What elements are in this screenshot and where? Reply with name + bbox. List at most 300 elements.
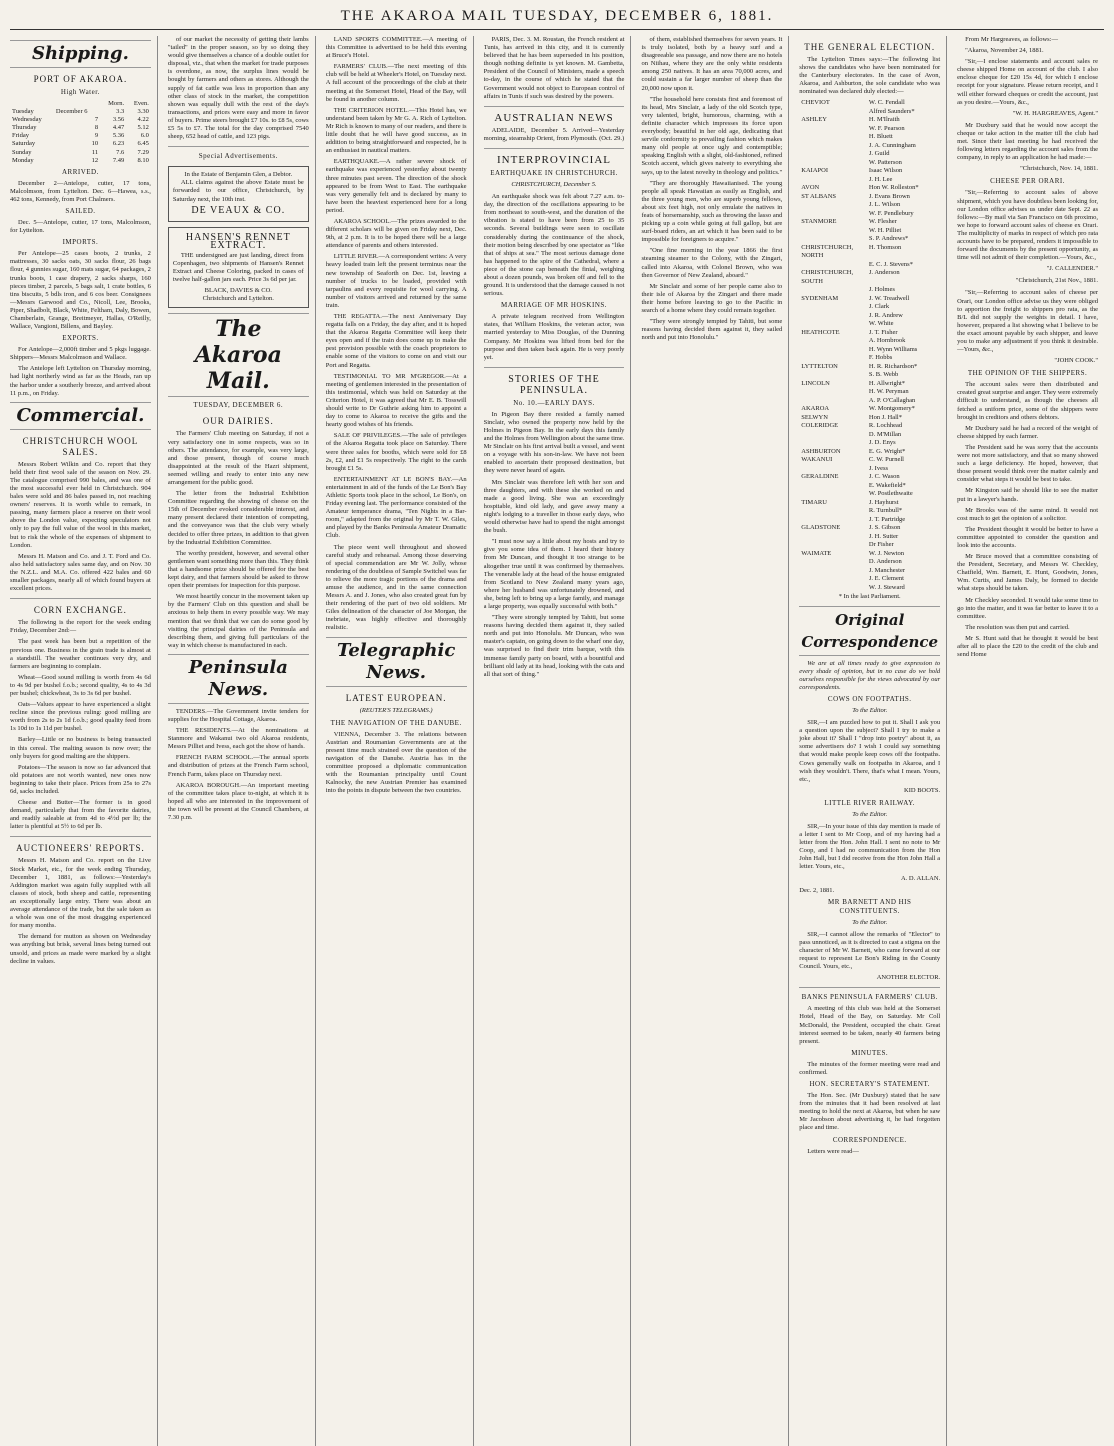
electorate-district: CHEVIOT [801, 99, 830, 107]
electorate-district [799, 159, 867, 168]
candidate-name: J. E. Clement [868, 575, 904, 583]
letter-line: "Sir,—Referring to account sales of cheese per Orari, our London office advise us they were obliged to apportion the freight to shippers pro rata, as the B/L did not supply the weights in detail. I have, however, prepared a list showing what I believe to be the exact amount payable by each shipper, and leave you to make any adjustment if you think it desirable.—Yours, &c., [957, 289, 1099, 354]
wool-paragraph: Messrs H. Matson and Co. and J. T. Ford and Co. also held satisfactory sales same day, and on Nov. 30 the N.Z.L. and M.A. Co. offered 422 bales and 60 smaller packages, nearly all of which found buyers at excellent prices. [10, 552, 151, 593]
electorate-district [799, 541, 867, 550]
electorate-row [799, 244, 940, 261]
candidate-name: W. Flesher [868, 218, 897, 226]
election-intro: The Lyttelton Times says:—The following list shows the candidates who have been nominated for the Canterbury electorates. In the case of Avon, Akaroa, and Ashburton, the sole candidate who was nominated was declared duly elected:— [799, 56, 941, 96]
electorate-row [799, 405, 940, 414]
candidate-name: J. H. Sutter [868, 532, 899, 540]
latest-european-heading: LATEST EUROPEAN. [345, 692, 447, 703]
electorate-row [799, 558, 940, 567]
electorate-district [799, 516, 867, 525]
adelaide-text: ADELAIDE, December 5. Arrived—Yesterday morning, steamship Orient, from Plymouth. (Oct. 29.) [483, 126, 625, 142]
tide-row [10, 116, 151, 124]
stories-paragraph: "I must now say a little about my hosts and try to give you some idea of them. I heard their history from Mr Duncan, and thought it too strange to be altogether true until it was confirmed by themselves. The venerable lady at the head of the house emigrated from Scotland to New Zealand many years ago, where her husband was unfortunately drowned, and she, being left to bring up a large family, and manage a large property, was equally successful with both." [483, 538, 625, 610]
electorate-district [799, 201, 867, 210]
electorate-district [799, 482, 867, 491]
column-2 [168, 36, 316, 1446]
candidate-name: S. B. Webb [868, 371, 899, 379]
stories-paragraph: "One fine morning in the year 1866 the first steaming steamer to the Colony, with the Zingari, called into Akaroa, with Colonel Brown, who was then Governor of New Zealand, aboard." [641, 247, 783, 279]
sailed-heading: SAILED. [65, 207, 96, 216]
corn-paragraph: The past week has been but a repetition of the previous one. Business in the grain trade is almost at a standstill. The weather continues very dry, and farmers are beginning to complain. [10, 638, 151, 670]
electorate-row [799, 150, 940, 159]
electorate-district: GERALDINE [801, 473, 839, 481]
tide-even: 6.45 [137, 140, 149, 148]
candidate-name: J. T. Partridge [868, 515, 906, 523]
estate-advertisement [168, 166, 309, 221]
letter-date: "Christchurch, Nov. 14, 1881. [1020, 165, 1099, 173]
electorate-district [799, 320, 867, 329]
tide-date: 8 [94, 124, 99, 132]
local-item: ENTERTAINMENT AT LE BON'S BAY.—An entertainment in aid of the funds of the Le Bon's Bay Athletic Sports took place in the school, Le Bon's, on Friday evening last. The performance consisted of the Amateur temperance drama, "Ten Nights in a Bar-room," adapted from the original by Mr T. W. Giles, and played by the Banks Peninsula Amateur Dramatic Club. [325, 475, 467, 540]
opinion-paragraph: Mr Bruce moved that a committee consisting of the President, Secretary, and Messrs W. Checkley, Chatfield, Wm. Barnett, E. Hunt, Goodwin, Jones, Wm. Curtis, and James Daly, be formed to decide what steps should be taken. [957, 553, 1099, 593]
cows-to-editor: To the Editor. [852, 706, 888, 714]
tide-day: Wednesday [12, 116, 42, 124]
electorate-district [799, 465, 867, 474]
auction-paragraph: The demand for mutton as shown on Wednesday was anything but brisk, several lines being turned out unsold, and prices as made were marked by a slight decline in values. [10, 933, 151, 965]
electorate-district: CHRISTCHURCH, NORTH [801, 243, 854, 260]
candidate-name: W. Montgomery* [868, 405, 915, 413]
electorate-row [799, 312, 940, 321]
candidate-name: J. H. Lee [868, 175, 893, 183]
electorate-row [799, 142, 940, 151]
electorate-district [799, 575, 867, 584]
divider [10, 598, 151, 599]
corn-paragraph: Cheese and Butter—The former is in good demand, particularly that from the favorite dairies, and readily saleable at from 4d to 4½d per lb; the latter is plentiful at 5½ to 6d per lb. [10, 799, 151, 831]
commercial-heading: Commercial. [10, 402, 151, 430]
earthquake-heading: EARTHQUAKE IN CHRISTCHURCH. [490, 168, 618, 177]
peninsula-item: THE RESIDENTS.—At the nominations at Stanmore and Wakanui two old Akaroa residents, Messrs Pilliet and Ivess, each got the show of hands. [167, 727, 309, 751]
cows-signature: KID BOOTS. [904, 786, 941, 794]
electorate-row [799, 584, 940, 593]
barnett-heading: MR BARNETT AND HIS CONSTITUENTS. [828, 897, 912, 915]
exports-heading: EXPORTS. [62, 334, 99, 343]
electorate-row [799, 388, 940, 397]
electorate-row [799, 473, 940, 482]
tide-even: 6.0 [140, 132, 149, 140]
candidate-name: A. Hornbrook [868, 337, 906, 345]
electorate-district: CHRISTCHURCH, SOUTH [801, 269, 854, 285]
secretary-text: The Hon. Sec. (Mr Duxbury) stated that he saw from the minutes that it had been resolved at last meeting to hold the next at Akaroa, but when he saw Mr Jacobson about advertising it, he had forgotten place and time. [799, 1092, 941, 1132]
tide-date: 9 [94, 132, 99, 140]
candidate-name: D. M'Millan [868, 430, 902, 438]
electorate-district: STANMORE [801, 218, 837, 226]
farmers-club-text: A meeting of this club was held at the Somerset Hotel, Head of the Bay, on Saturday. Mr Coll McDonald, the President, occupied the chair. Great interest seemed to be taken, nearly 40 farmers being present. [799, 1005, 941, 1045]
danube-text: VIENNA, December 3. The relations between Austrian and Roumanian Governments are at the present time much strained over the question of the navigation of the Danube. Austria has in the committee proposed a diplomatic communication with the Roumanian principality until Count Kalnocky, the new Austrian Premier has examined into the points in dispute between the two countries. [325, 730, 467, 795]
candidate-name: W. White [868, 320, 894, 328]
electorate-district: SYDENHAM [801, 294, 839, 302]
exports-text: For Antelope—2,000ft timber and 5 pkgs luggage. Shippers—Messrs Malcolmson and Wallace. [10, 346, 151, 362]
electorate-district [799, 431, 867, 440]
divider [168, 146, 309, 147]
electorate-row [799, 465, 940, 474]
telegraphic-news-heading: Telegraphic News. [326, 637, 467, 687]
candidate-name: W. H. Pilliet [868, 226, 902, 234]
corn-paragraph: Barley—Little or no business is being transacted in this cereal. The malting season is now over; the only buyers for good malting are the shippers. [10, 736, 151, 760]
rennet-ad-place: Christchurch and Lyttelton. [202, 295, 274, 303]
electorate-row [799, 354, 940, 363]
candidate-name: J. A. Cunningham [868, 141, 916, 149]
opinion-paragraph: Mr S. Hunt said that he thought it would be best after all to place the £20 to the credit of the club and send Home [957, 634, 1099, 659]
local-item: AKAROA SCHOOL.—The prizes awarded to the different scholars will be given on Friday next, Dec. 9th, at 2 p.m. It is to be hoped there will be a large attendance of parents and others interested. [325, 217, 467, 250]
tide-row [10, 132, 151, 140]
electorate-district: LYTTELTON [801, 362, 838, 370]
stories-paragraph: "They were strongly tempted by Tahiti, but some reasons having decided them against it, they sailed north and put into Honolulu. Mr Duncan, who was master's captain, on going down to the wharf one day, was surprised to find their trim barque, with this immense family party on board, with a bountiful and brilliant old lady at its head, looking with the cats and all that sort of thing." [483, 614, 625, 678]
peninsula-item: FRENCH FARM SCHOOL.—The annual sports and distribution of prizes at the French Farm school, French Farm, takes place on Thursday next. [167, 754, 309, 778]
imports-heading: IMPORTS. [62, 238, 99, 247]
electorate-district: LINCOLN [801, 379, 830, 387]
electorate-row [799, 550, 940, 559]
candidate-name: J. W. Treadwell [868, 294, 910, 302]
stories-paragraph: of them, established themselves for seven years. It is truly isolated, both by a heavy surf and a disagreeable sea passage, and now there are no hotels on Niihau, where they are the only white residents among 250 natives. It has an area 70,000 acres, and could sustain a far larger number of sheep than the 20,000 now upon it. [641, 36, 783, 92]
electorate-row [799, 167, 940, 176]
stories-paragraph: Mrs Sinclair was therefore left with her son and three daughters, and with these she worked on and made a good living. She was an exceedingly hospitable, kind old lady, and gave away many a night's lodging to a traveller in those early days, who would otherwise have had to spend the night amongst the bush. [483, 478, 625, 535]
local-item: EARTHQUAKE.—A rather severe shock of earthquake was experienced yesterday about twenty three minutes past seven. The direction of the shock appeared to be from West to East. The earthquake was very generally felt and is declared by many to have been the heaviest experienced here for a long period. [325, 158, 467, 214]
masthead: THE AKAROA MAIL TUESDAY, DECEMBER 6, 1881. [10, 8, 1104, 30]
tide-row [10, 140, 151, 148]
opinion-paragraph: Mr Duxbury said he had a record of the weight of cheese shipped by each farmer. [957, 424, 1099, 440]
candidate-name: E. C. J. Stevens* [868, 260, 913, 268]
electorate-row [799, 499, 940, 508]
arrived-heading: ARRIVED. [61, 167, 99, 176]
cows-letter: SIR,—I am puzzled how to put it. Shall I ask you a question upon the subject? Shall I try to make a joke about it? Shall I "drop into poetry" about it, as some advertisers do? I wish I could say something that would make people keep cows off the footpaths. Cows generally walk on footpaths in Akaroa, and I wish they wouldn't. There, that's what I mean. Yours, etc., [799, 719, 941, 783]
tide-date: 7 [94, 116, 99, 124]
general-election-heading: THE GENERAL ELECTION. [804, 42, 936, 52]
electorate-row [799, 482, 940, 491]
local-item: SALE OF PRIVILEGES.—The sale of privileges of the Akaroa Regatta took place on Saturday. There were three sales for booths, which were sold for £8 2s, £2, and £1 5s respectively. The right to the cards brought £1 5s. [325, 432, 467, 472]
electorate-row [799, 414, 940, 423]
tide-day: Friday [12, 132, 29, 140]
tide-even: 5.12 [137, 124, 149, 132]
electorate-district [799, 176, 867, 185]
electorate-district [799, 261, 867, 270]
hargreaves-intro: From Mr Hargreaves, as follows:— [965, 36, 1059, 43]
local-item: The piece went well throughout and showed careful study and rehearsal. Among those deserving of special commendation are Mr W. Jolly, whose rendering of the doubtless of Sample Switchel was far to relieve the more tragic portions of the drama and amuse the audience, and in the same connection Messrs A. and J. Jones, who also created great fun by their rendering of the part of two old soldiers. Mr Giles delineation of the character of Joe Morgan, the inebriate, was highly effective and thoroughly realistic. [325, 543, 467, 632]
tide-even: 3.30 [137, 108, 149, 116]
corn-paragraph: Oats—Values appear to have experienced a slight recline since the previous ruling: good milling are worth from 2s to 2s 1d f.o.b.; good quality feed from 1s 10d to 1s 11d per bushel. [10, 701, 151, 733]
tide-even: 8.10 [137, 156, 149, 164]
candidate-name: J. Holmes [868, 286, 895, 294]
column-6 [799, 36, 947, 1446]
electorate-row [799, 524, 940, 533]
reuter-credit: (REUTER'S TELEGRAMS.) [359, 706, 433, 714]
danube-heading: THE NAVIGATION OF THE DANUBE. [330, 718, 462, 727]
opinion-paragraph: Mr Kingston said he should like to see the matter put in a lawyer's hands. [957, 487, 1099, 503]
candidate-name: H. Wynn Williams [868, 345, 918, 353]
electorate-district [799, 346, 867, 355]
tide-even: 7.29 [137, 148, 149, 156]
opinion-paragraph: The account sales were then distributed and created great surprise and anger. They were extremely difficult to understand, as though the cheeses all fetched a uniform price, some of the shippers were brought in creditors and others debtors. [957, 381, 1099, 421]
paris-text: PARIS, Dec. 3. M. Roustan, the French resident at Tunis, has arrived in this city, and it is currently believed that he has been superseded in his position, though nothing definite is yet known. M. Gambetta, President of the Council of Ministers, made a speech to-day, in the course of which he stated that the Government would not object to European control of affairs in Tunis if such was desired by the powers. [483, 36, 625, 100]
electorate-district [799, 303, 867, 312]
electorate-district: TIMARU [801, 498, 827, 506]
candidate-name: J. Clark [868, 303, 890, 311]
dairies-heading: OUR DAIRIES. [202, 416, 274, 427]
electorate-district: WAKANUI [801, 456, 833, 464]
electorate-district [799, 507, 867, 516]
dairies-paragraph: The worthy president, however, and several other gentlemen want something more than this. They think that a handsome prize should be offered for the best kept dairy, and that farmers should be asked to throw open their premises for inspection for this purpose. [167, 549, 309, 590]
electorate-district [799, 227, 867, 236]
tide-row [10, 149, 151, 157]
tide-day: Saturday [12, 140, 36, 148]
candidate-name: J. T. Fisher [868, 328, 898, 336]
column-3 [326, 36, 474, 1446]
electorate-district [799, 142, 867, 151]
electorate-row [799, 159, 940, 168]
marriage-heading: MARRIAGE OF MR HOSKINS. [501, 301, 608, 310]
election-footnote: * In the last Parliament. [838, 593, 901, 601]
electorate-row [799, 125, 940, 134]
divider [484, 148, 625, 149]
electorate-row [799, 176, 940, 185]
estate-ad-body: ALL claims against the above Estate must be forwarded to our office, Christchurch, by Saturday next, the 10th inst. [172, 179, 304, 203]
tide-date: 12 [91, 156, 99, 164]
barnett-to-editor: To the Editor. [852, 918, 888, 926]
electorate-row [799, 269, 940, 286]
duxbury-paragraph: Mr Duxbury said that he would now accept the cheque or take action in the matter till the club had met. Since their last meeting he had received the following letters regarding the account sales from the company, in reply to an application he had made:— [957, 121, 1099, 162]
tide-morn: 3.3 [116, 108, 125, 116]
candidate-name: R. Lochhead [868, 422, 903, 430]
electorate-row [799, 116, 940, 125]
candidate-name: W. F. Pearson [868, 124, 905, 132]
farmers-club-heading: BANKS PENINSULA FARMERS' CLUB. [801, 993, 938, 1002]
earthquake-dateline: CHRISTCHURCH, December 5. [511, 180, 597, 188]
candidate-name: J. R. Andrew [868, 311, 903, 319]
minutes-text: The minutes of the former meeting were read and confirmed. [799, 1060, 941, 1076]
shipping-note: The Antelope left Lyttelton on Thursday morning, had light northerly wind as far as the Heads, ran up the harbor under a southerly breeze, and arrived about 11 p.m., on Friday. [10, 365, 151, 397]
candidate-name: E. Wakefield* [868, 481, 906, 489]
corn-paragraph: Potatoes—The season is now so far advanced that old potatoes are not worth wanted, new ones now beginning to take their place. Prices from 25s to 27s 6d, sacks included. [10, 763, 151, 795]
electorate-district [799, 397, 867, 406]
railway-date: Dec. 2, 1881. [799, 886, 835, 894]
correspondence-disclaimer: We are at all times ready to give expression to every shade of opinion, but in no case do we hold ourselves responsible for the views advocated by our correspondents. [799, 659, 941, 691]
opinion-paragraph: The resolution was then put and carried. [965, 623, 1070, 631]
local-item: THE REGATTA.—The next Anniversary Day regatta falls on a Friday, the day after, and it is hoped that the Akaroa Regatta Committee will keep their eyes open and if the train does come up to make the pest provision possible with the coach proprietors to enable some of the visitors to come on and visit our Port and Regatta. [325, 313, 467, 369]
tide-morn: 4.47 [112, 124, 125, 132]
candidate-name: W. J. Newton [868, 549, 905, 557]
electorate-district [799, 108, 867, 117]
electorate-district [799, 210, 867, 219]
electorate-district [799, 150, 867, 159]
columns [10, 36, 1104, 1446]
cheese-orari-heading: CHEESE PER ORARI. [990, 177, 1065, 186]
tide-morn: 7.49 [112, 156, 125, 164]
electorate-row [799, 575, 940, 584]
electorate-district: ST ALBANS [801, 192, 837, 200]
tide-even: 4.22 [137, 116, 149, 124]
electorate-district [799, 533, 867, 542]
electorate-row [799, 346, 940, 355]
electorate-row [799, 567, 940, 576]
letter-line: "Akaroa, November 24, 1881. [965, 47, 1044, 55]
tide-table [10, 100, 151, 165]
candidate-name: J. Hayhurst [868, 498, 899, 506]
opinion-paragraph: The President said he was sorry that the accounts were not more satisfactory, and that so many showed such a large deficiency. He hoped, however, that those present would think over the matter calmly and consider what steps it would be best to take. [957, 443, 1099, 484]
electorate-row [799, 235, 940, 244]
auctioneers-heading: AUCTIONEERS' REPORTS. [16, 843, 145, 854]
column-7 [957, 36, 1104, 1446]
electorate-row [799, 422, 940, 431]
stories-paragraph: "They are thoroughly Hawaiianised. The young people all speak Hawaiian as easily as English, and the three young men, who are superb young fellows, about six feet high, not only emulate the natives in feats of horsemanship, such as throwing the lasso and picking up a coin while going at full gallop, but are surf-board riders, an art which it has been said to be impossible for foreigners to acquire." [641, 179, 783, 244]
electorate-row [799, 397, 940, 406]
tide-day: Monday [12, 156, 34, 164]
electorate-row [799, 380, 940, 389]
candidate-name: Hon W. Rolleston* [868, 184, 919, 192]
tide-morn: 3.56 [112, 116, 125, 124]
tide-header-even: Even. [133, 100, 149, 107]
letter-signature: "J. CALLENDER." [1046, 265, 1099, 273]
special-ads-heading: Special Advertisements. [198, 152, 278, 161]
electorate-row [799, 218, 940, 227]
candidate-name: J. C. Wason [868, 473, 900, 481]
electorate-row [799, 201, 940, 210]
candidate-name: H. M'Ilraith [868, 116, 900, 124]
arrived-text: December 2—Antelope, cutter, 17 tons, Malcolmson, from Lyttelton. Dec. 6—Hawea, s.s., 462 tons, Kennedy, from Port Chalmers. [10, 179, 151, 203]
tide-header-morn: Morn. [108, 100, 125, 107]
electorate-row [799, 448, 940, 457]
tide-morn: 6.23 [112, 140, 125, 148]
electorate-row [799, 507, 940, 516]
peninsula-item: TENDERS.—The Government invite tenders for supplies for the Hospital Cottage, Akaroa. [167, 707, 309, 723]
candidate-name: W. J. Steward [868, 583, 905, 591]
earthquake-text: An earthquake shock was felt about 7.27 a.m. to-day, the direction of the oscillations appearing to be from northeast to south-west, and the duration of the vibration is stated to have been from 25 to 35 seconds. Several buildings were seen to oscillate considerably during the continuance of the shock, their motion being described by one spectator as "like that of ships at sea." The most serious damage done has happened to the spire of the Cathedral, where a piece of the stone cap beneath the finial, weighing about a dozen pounds, was broken off and fell to the ground. It is understood that the damage caused is not serious. [483, 193, 625, 298]
correspondence-text: Letters were read— [807, 1147, 859, 1155]
railway-letter: SIR,—In your issue of this day mention is made of a letter I sent to Mr Coop, and of my having had a letter from the Hon. John Hall. I sent no note to Mr Coop, and I had no communication from the Hon John Hall, but I did receive from the Hon John Hall a letter. Yours, etc., [799, 822, 941, 871]
candidate-name: J. S. Gibson [868, 524, 901, 532]
stories-heading: STORIES OF THE PENINSULA. [508, 373, 600, 396]
candidate-name: H. Bluett [868, 133, 893, 141]
column-4 [484, 36, 632, 1446]
candidate-name: E. G. Wright* [868, 447, 906, 455]
electorate-district [799, 133, 867, 142]
electorate-row [799, 108, 940, 117]
candidate-name: J. Evans Brown [868, 192, 910, 200]
railway-heading: LITTLE RIVER RAILWAY. [824, 798, 916, 807]
tide-morn: 5.36 [112, 132, 125, 140]
barnett-signature: ANOTHER ELECTOR. [876, 974, 941, 982]
candidate-name: J. Manchester [868, 566, 906, 574]
stories-paragraph: "They were strongly tempted by Tahiti, but some reasons having decided them against it, they sailed north and put into Honolulu." [641, 318, 783, 342]
electorate-row [799, 133, 940, 142]
opinion-paragraph: Mr Brooks was of the same mind. It would not cost much to get the opinion of a solicitor. [957, 506, 1099, 522]
letter-date: "Christchurch, 21st Nov., 1881. [1015, 277, 1099, 285]
candidate-name: W. C. Fendall [868, 99, 905, 107]
letter-line: "Sir,—Referring to account sales of above shipment, which you have doubtless been looking for, our London office advises us under date Sept. 22 as follows:—By mail via San Francisco on 6th proximo, we hope to forward account sales of cheese ex Orari. The multiplicity of marks in respect of which pro rata accounts have to be prepared, renders it impossible to forward the documents by the present opportunity, as time will not admit of their completion.—Yours, &c., [957, 189, 1099, 262]
stories-paragraph: "The household here consists first and foremost of its head, Mrs Sinclair, a lady of the old Scotch type, very talented, bright, humorous, charming, with a definite character which impresses its force upon everybody; beautiful in her old age, dedicating that servile conformity to prevailing fashion which makes many old people at once ugly and contemptible; speaking English with a slight, old-fashioned, refined Scotch accent, which gives naivety to everything she says, up to the latest novelty in theology and politics." [641, 95, 783, 176]
electorate-row [799, 431, 940, 440]
correspondence-heading: CORRESPONDENCE. [832, 1135, 907, 1144]
stories-paragraph: In Pigeon Bay there resided a family named Sinclair, who owned the property now held by the Holmes in Pigeon Bay. In the early days this family and the Holmes from Wellington about the same time. Mr Sinclair on his first arrival built a vessel, and went on a voyage with his son-in-law. We have not been enabled to ascertain their proposed destination, but they were never heard of again. [483, 410, 625, 475]
electorate-district: KAIAPOI [801, 167, 829, 175]
electorate-district: ASHBURTON [801, 447, 841, 455]
barnett-letter: SIR,—I cannot allow the remarks of "Elector" to pass unnoticed, as it is directed to cast a stigma on the character of Mr W. Barnett, who came forward at our request to represent Le Bon's Riding in the County Council. Yours, etc., [799, 930, 941, 971]
opinion-paragraph: Mr Checkley seconded. It would take some time to go into the matter, and it was far better to leave it to a committee. [957, 596, 1099, 620]
divider [484, 367, 625, 368]
electorate-district: AKAROA [801, 405, 830, 413]
electorate-district: ASHLEY [801, 116, 827, 124]
electorate-row [799, 320, 940, 329]
candidate-name: F. Hobbs [868, 354, 893, 362]
candidate-name: J. Guild [868, 150, 890, 158]
electorate-row [799, 261, 940, 270]
electorate-row [799, 227, 940, 236]
tide-row [10, 124, 151, 132]
letter-signature: "W. H. HARGREAVES, Agent." [1012, 109, 1099, 117]
imports-text: Per Antelope—25 cases boots, 2 trunks, 2 mattresses, 30 sacks oats, 30 sacks flour, 26 bags flour, 4 gunnies sugar, 160 mats sugar, 64 packages, 2 trunks boots, 1 case drapery, 2 sacks sharps, 160 pieces timber, 2 parcels, 5 bags salt, 1 crate bottles, 6 tins biscuits, 5 bdls iron, and 6 cos beer. Consignees—Messrs Garwood and Co., Nicoll, Lee, Brooks, Piper, Shadbolt, Black, White, Feltham, Daly, Bowen, Chamberlain, Grange, Breitmeyer, Hallas, O'Reilly, Wallace, Vangioni, Billens, and Bayley. [10, 250, 151, 331]
electorate-district [799, 371, 867, 380]
electorate-district: HEATHCOTE [801, 328, 840, 336]
candidate-name: J. Anderson [868, 269, 900, 277]
electorate-row [799, 337, 940, 346]
electorate-row [799, 363, 940, 372]
candidate-name: C. W. Purnell [868, 456, 904, 464]
local-item: LAND SPORTS COMMITTEE.—A meeting of this Committee is advertised to be held this evening at Bruce's Hotel. [325, 36, 467, 60]
electorate-district [799, 388, 867, 397]
peninsula-item: AKAROA BOROUGH.—An important meeting of the committee takes place to-night, at which it is hoped all who are interested in the improvement of the town will be present at the Council Chambers, at 7.30 p.m. [167, 781, 309, 821]
rennet-ad-title: HANSEN'S RENNET EXTRACT. [185, 231, 291, 251]
tide-row [10, 108, 151, 116]
electorate-row [799, 303, 940, 312]
candidate-name: J. L. Wilson [868, 201, 901, 209]
electorate-district: WAIMATE [801, 549, 832, 557]
interprovincial-heading: INTERPROVINCIAL [497, 153, 611, 166]
rennet-ad-body: THE undersigned are just landing, direct from Copenhagen, two shipments of Hansen's Rennet Extract and Cheese Coloring, packed in cases of twelve half-gallon jars each. Price 3s 6d per jar. [172, 251, 304, 284]
electorate-row [799, 516, 940, 525]
corn-paragraph: Wheat—Good sound milling is worth from 4s 6d to 4s 9d per bushel f.o.b.; second quality, 4s to 4s 3d per bushel; chickwheat, 3s to 3s 6d per bushel. [10, 673, 151, 697]
estate-ad-signer: DE VEAUX & CO. [191, 204, 286, 216]
electorate-table [799, 99, 940, 592]
electorate-row [799, 99, 940, 108]
electorate-row [799, 184, 940, 193]
marriage-text: A private telegram received from Wellington states, that William Hoskins, the veteran actor, was married yesterday to Miss Douglas, of the Dunning Company. Mr Hoskins was lifted from bed for the purpose and then taken back again. He is very poorly yet. [483, 313, 625, 361]
column-5 [641, 36, 789, 1446]
shipping-heading: Shipping. [10, 40, 151, 68]
candidate-name: J. D. Enys [868, 439, 896, 447]
tide-morn: 7.6 [116, 148, 125, 156]
cows-heading: COWS ON FOOTPATHS. [827, 694, 912, 703]
tide-day: Tuesday [12, 108, 34, 116]
electorate-district: COLERIDGE [801, 422, 839, 430]
corn-exchange-heading: CORN EXCHANGE. [33, 605, 127, 616]
candidate-name: W. Patterson [868, 158, 902, 166]
electorate-district [799, 558, 867, 567]
stories-paragraph: Mr Sinclair and some of her people came also to their isle of Akaroa by the Zingari and there made their home before leaving to go to the Pacific in search of a home where they could remain together. [641, 282, 783, 314]
candidate-name: W. F. Pendlebury [868, 209, 914, 217]
candidate-name: H. Allwright* [868, 379, 906, 387]
electorate-district [799, 490, 867, 499]
electorate-row [799, 210, 940, 219]
railway-to-editor: To the Editor. [852, 810, 888, 818]
divider [10, 836, 151, 837]
electorate-district [799, 354, 867, 363]
candidate-name: H. R. Richardson* [868, 362, 918, 370]
rennet-advertisement [168, 227, 309, 309]
original-correspondence-heading: Original Correspondence [799, 606, 940, 656]
candidate-name: W. Postlethwaite [868, 490, 913, 498]
candidate-name: J. Ivess [868, 464, 889, 472]
electorate-row [799, 371, 940, 380]
tide-day: Sunday [12, 148, 32, 156]
tide-date: 11 [91, 148, 99, 156]
electorate-row [799, 533, 940, 542]
peninsula-news-heading: Peninsula News. [168, 654, 309, 704]
dairies-paragraph: The Farmers' Club meeting on Saturday, if not a very satisfactory one in some respects, was so in others. The attendance, for example, was very large, and those present, though of course much disappointed at the result of the Hazri shipment, seemed willing and ready to enter into any new arrangement for the public good. [167, 430, 309, 486]
electorate-district [799, 125, 867, 134]
electorate-district [799, 337, 867, 346]
candidate-name: H. Thomson [868, 243, 902, 251]
electorate-row [799, 541, 940, 550]
